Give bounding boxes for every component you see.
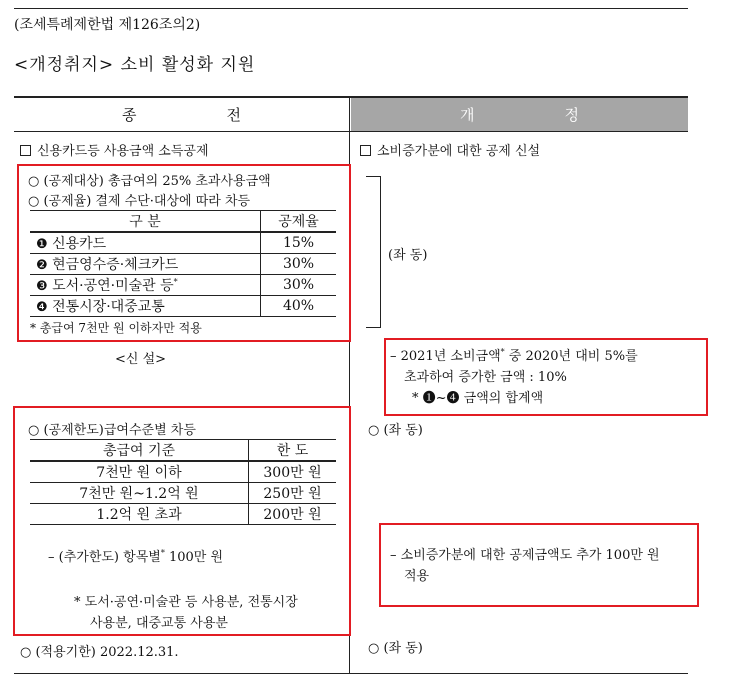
- new-label: <신 설>: [115, 352, 167, 367]
- header-current: 종전: [122, 106, 331, 124]
- right-section-title: 소비증가분에 대한 공제 신설: [360, 140, 540, 159]
- table-row: 1.2억 원 초과 200만 원: [30, 504, 336, 525]
- left-section-title: 신용카드등 사용금액 소득공제: [20, 140, 209, 159]
- table-row: 7천만 원 이하 300만 원: [30, 461, 336, 483]
- square-bullet-icon: [20, 145, 31, 156]
- extra-note-2: 사용분, 대중교통 사용분: [90, 616, 228, 631]
- number-2-icon: ❷: [36, 258, 48, 273]
- top-rule: [14, 8, 688, 9]
- rate-footnote: * 총급여 7천만 원 이하자만 적용: [30, 321, 202, 335]
- table-row: 7천만 원~1.2억 원 250만 원: [30, 483, 336, 504]
- rate-table-header-rate: 공제율: [261, 211, 337, 233]
- extra-note-1: * 도서·공연·미술관 등 사용분, 전통시장: [74, 595, 298, 610]
- extra-line-2: 적용: [404, 569, 430, 584]
- table-row: ❹ 전통시장·대중교통 40%: [30, 296, 336, 317]
- limit-table-header-income: 총급여 기준: [30, 440, 249, 462]
- increase-note: * ❶~❹ 금액의 합계액: [412, 391, 544, 406]
- table-row: ❸ 도서·공연·미술관 등* 30%: [30, 275, 336, 296]
- number-1-icon: ❶: [36, 237, 48, 252]
- table-row: ❷ 현금영수증·체크카드 30%: [30, 254, 336, 275]
- table-bottom-rule: [14, 673, 688, 674]
- table-row: ❶ 신용카드 15%: [30, 232, 336, 254]
- number-4-icon: ❹: [36, 300, 48, 315]
- same-as-left-1: (좌 동): [388, 248, 428, 263]
- rate-table-header: [30, 211, 336, 233]
- square-bullet-icon: [360, 145, 371, 156]
- target-line: ○ (공제대상) 총급여의 25% 초과사용금액: [28, 174, 271, 189]
- right-bracket: [366, 176, 381, 328]
- extra-limit-line: – (추가한도) 항목별* 100만 원: [48, 548, 224, 565]
- header-revised: 개정: [351, 98, 688, 131]
- same-as-left-3: ○ (좌 동): [368, 641, 423, 656]
- law-reference: (조세특례제한법 제126조의2): [14, 17, 201, 33]
- increase-line-1: – 2021년 소비금액* 중 2020년 대비 5%를: [390, 347, 638, 364]
- number-3-icon: ❸: [36, 279, 48, 294]
- same-as-left-2: ○ (좌 동): [368, 423, 423, 438]
- limit-line: ○ (공제한도)급여수준별 차등: [28, 423, 196, 438]
- limit-table-header: [30, 440, 336, 462]
- number-range-icon: * ❶~❹: [412, 391, 460, 406]
- limit-table: [30, 439, 336, 525]
- increase-line-2: 초과하여 증가한 금액 : 10%: [404, 370, 567, 385]
- extra-line-1: – 소비증가분에 대한 공제금액도 추가 100만 원: [390, 548, 660, 563]
- header-bottom-rule: [14, 131, 688, 132]
- rate-line: ○ (공제율) 결제 수단·대상에 따라 차등: [28, 194, 251, 209]
- rate-table-header-category: 구 분: [30, 211, 261, 233]
- rate-table: [30, 210, 336, 317]
- limit-table-header-limit: 한 도: [249, 440, 337, 462]
- period-line: ○ (적용기한) 2022.12.31.: [20, 645, 179, 660]
- doc-title: <개정취지> 소비 활성화 지원: [14, 55, 256, 75]
